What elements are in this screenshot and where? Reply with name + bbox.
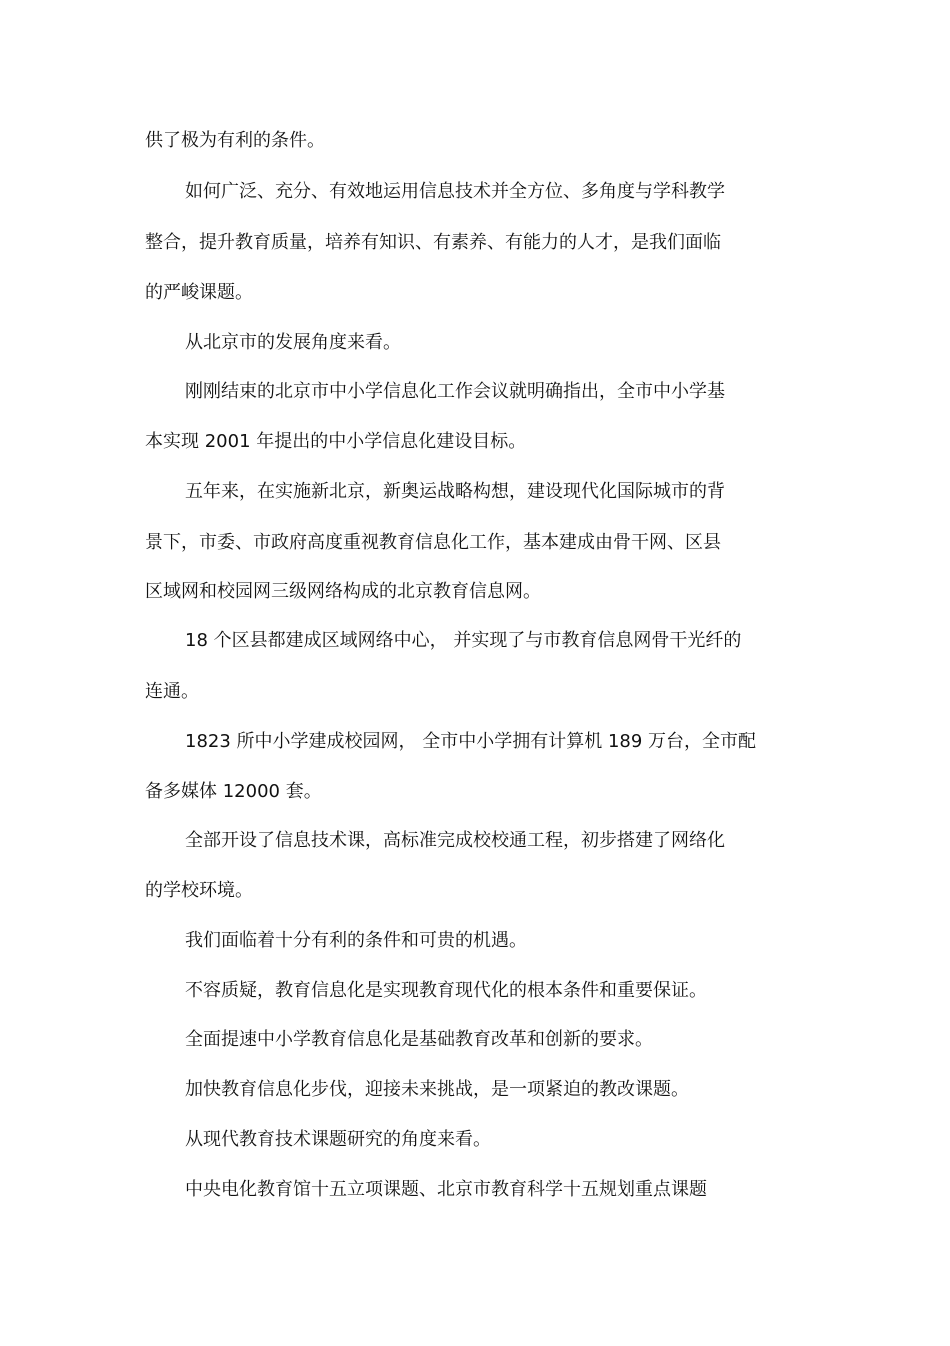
text-line: 备多媒体 12000 套。	[145, 781, 322, 802]
paragraph-start-line: 五年来，在实施新北京，新奥运战略构想，建设现代化国际城市的背	[185, 481, 725, 502]
paragraph-start-line: 不容质疑，教育信息化是实现教育现代化的根本条件和重要保证。	[185, 980, 707, 1001]
paragraph-start-line: 中央电化教育馆十五立项课题、北京市教育科学十五规划重点课题	[185, 1179, 707, 1200]
paragraph-start-line: 18 个区县都建成区域网络中心， 并实现了与市教育信息网骨干光纤的	[185, 630, 742, 651]
paragraph-start-line: 刚刚结束的北京市中小学信息化工作会议就明确指出，全市中小学基	[185, 381, 725, 402]
text-line: 的严峻课题。	[145, 282, 253, 303]
text-line: 连通。	[145, 681, 199, 702]
text-line: 供了极为有利的条件。	[145, 130, 325, 151]
text-line: 本实现 2001 年提出的中小学信息化建设目标。	[145, 431, 527, 452]
text-line: 景下，市委、市政府高度重视教育信息化工作，基本建成由骨干网、区县	[145, 532, 721, 553]
paragraph-start-line: 如何广泛、充分、有效地运用信息技术并全方位、多角度与学科教学	[185, 181, 725, 202]
paragraph-start-line: 我们面临着十分有利的条件和可贵的机遇。	[185, 930, 527, 951]
text-line: 整合，提升教育质量，培养有知识、有素养、有能力的人才，是我们面临	[145, 232, 721, 253]
paragraph-start-line: 从现代教育技术课题研究的角度来看。	[185, 1129, 491, 1150]
paragraph-start-line: 全部开设了信息技术课，高标准完成校校通工程，初步搭建了网络化	[185, 830, 725, 851]
paragraph-start-line: 1823 所中小学建成校园网， 全市中小学拥有计算机 189 万台，全市配	[185, 731, 757, 752]
text-line: 区域网和校园网三级网络构成的北京教育信息网。	[145, 581, 541, 602]
paragraph-start-line: 全面提速中小学教育信息化是基础教育改革和创新的要求。	[185, 1029, 653, 1050]
text-line: 的学校环境。	[145, 880, 253, 901]
paragraph-start-line: 从北京市的发展角度来看。	[185, 332, 401, 353]
paragraph-start-line: 加快教育信息化步伐，迎接未来挑战，是一项紧迫的教改课题。	[185, 1079, 689, 1100]
